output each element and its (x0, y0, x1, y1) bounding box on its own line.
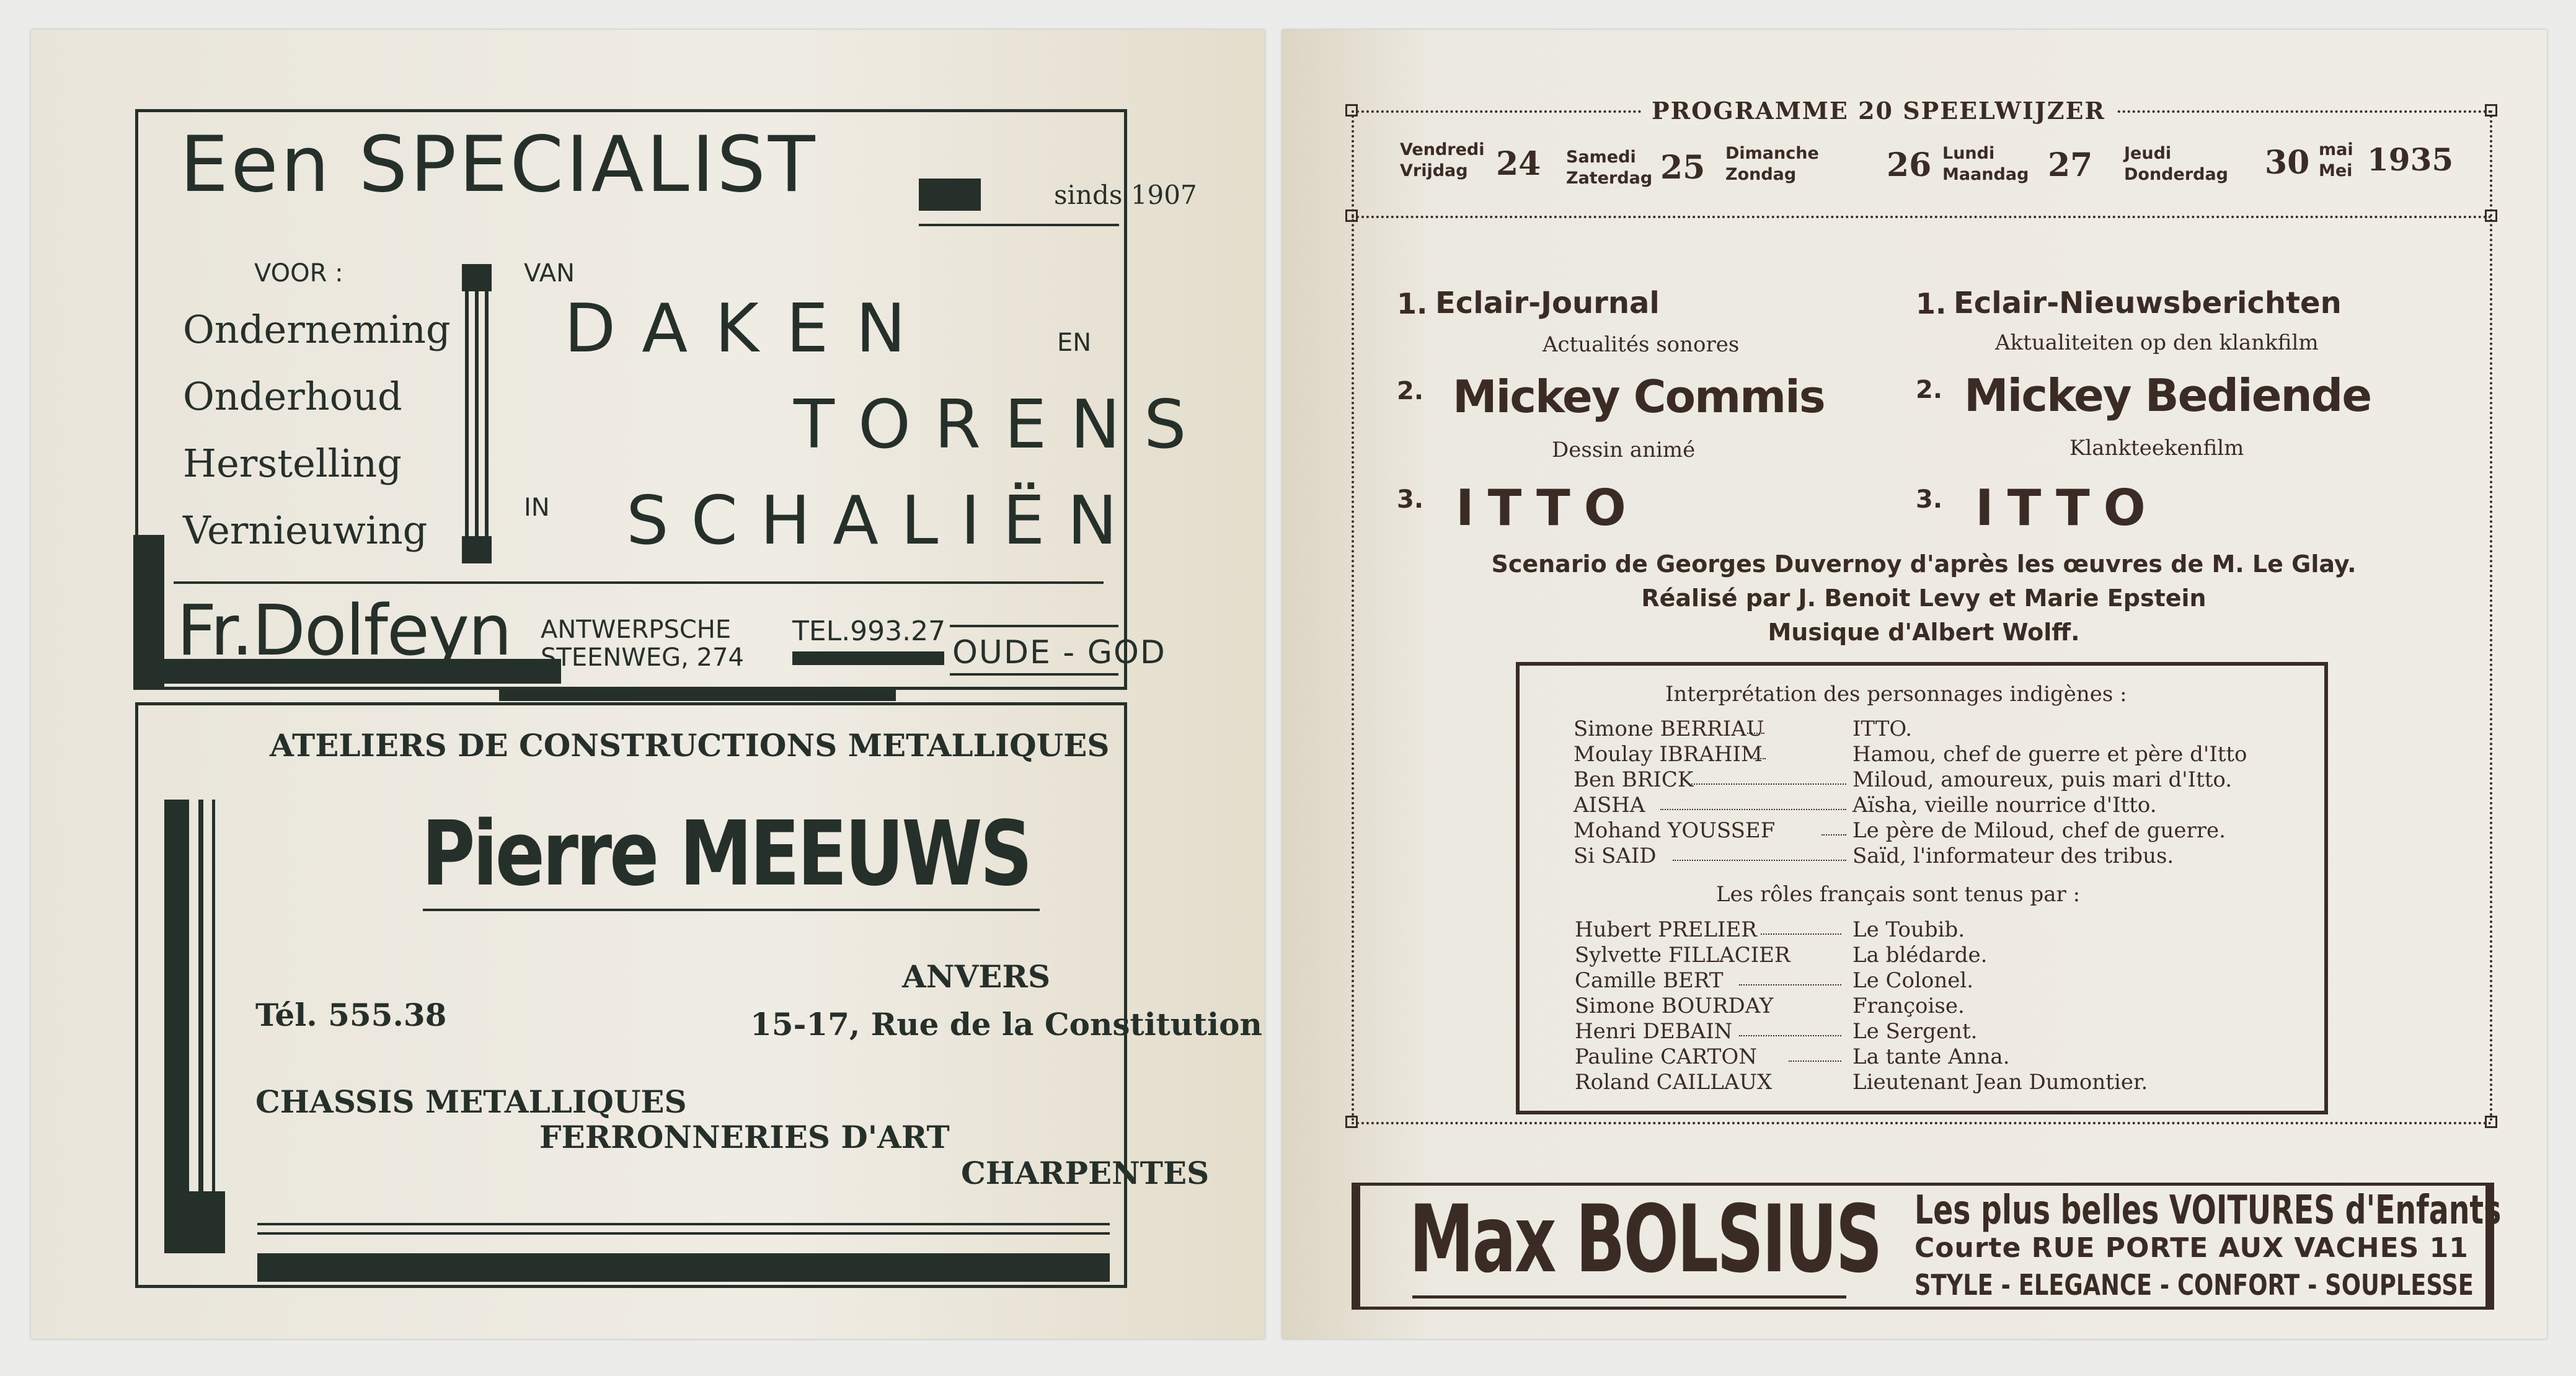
dolfeyn-van: VAN (524, 259, 575, 288)
cast-role: La tante Anna. (1852, 1044, 2010, 1069)
meeuws-bar-1 (164, 800, 189, 1210)
cast-row (1573, 742, 2324, 767)
cast-role: Le Toubib. (1852, 917, 1965, 942)
item-fr-1-no: 1. (1397, 287, 1428, 320)
cast-role: Le Colonel. (1852, 968, 1974, 993)
cast-row (1575, 1019, 2325, 1044)
cast-actor: Sylvette FILLACIER (1575, 943, 1790, 968)
cast-role: Françoise. (1852, 994, 1965, 1018)
service-item: Onderneming (183, 307, 451, 352)
cast-list-1 (1573, 717, 2324, 869)
cast-actor: Moulay IBRAHIM (1573, 742, 1763, 767)
day-nl-2: Zaterdag (1566, 169, 1653, 188)
cast-actor: Camille BERT (1575, 968, 1724, 993)
cast-role: Saïd, l'informateur des tribus. (1852, 844, 2174, 868)
bolsius-name-underline (1412, 1295, 1846, 1299)
dolfeyn-place-overline (950, 625, 1118, 627)
dolfeyn-address-2: STEENWEG, 274 (541, 643, 744, 672)
day-fr-1: Vendredi (1400, 140, 1485, 159)
credit-line: Musique d'Albert Wolff. (1768, 619, 2080, 646)
frame-left (1352, 110, 1354, 1122)
service-item: Herstelling (183, 441, 402, 486)
cast-actor: Simone BERRIAU (1573, 717, 1764, 741)
frame-date-bottom (1352, 216, 2492, 218)
meeuws-rule-2 (257, 1232, 1110, 1235)
service-item: Vernieuwing (183, 508, 428, 553)
item-fr-1-sub: Actualités sonores (1543, 332, 1740, 357)
cast-row (1575, 1044, 2325, 1070)
cast-row (1575, 917, 2325, 943)
meeuws-line3: CHARPENTES (961, 1155, 1210, 1191)
dolfeyn-title: Een SPECIALIST (180, 120, 818, 209)
item-nl-2-sub: Klankteekenfilm (2069, 436, 2244, 461)
dolfeyn-place-underline (950, 673, 1118, 676)
item-nl-1-sub: Aktualiteiten op den klankfilm (1995, 330, 2319, 355)
cast-actor: Hubert PRELIER (1575, 917, 1757, 942)
item-nl-2-title: Mickey Bediende (1964, 369, 2371, 421)
meeuws-rule-1 (257, 1223, 1110, 1225)
frame-mid-left (1345, 209, 1358, 222)
year: 1935 (2367, 141, 2454, 178)
column-cap-bottom (462, 536, 492, 563)
meeuws-ad-frame (135, 702, 1127, 1288)
day-fr-4: Lundi (1942, 144, 1995, 163)
cast-actor: Si SAID (1573, 844, 1657, 868)
dolfeyn-separator (174, 581, 1104, 584)
cast-row (1573, 767, 2324, 793)
frame-corner-tr (2485, 104, 2497, 117)
cast-row (1575, 994, 2325, 1019)
dolfeyn-torens: TORENS (794, 386, 1210, 464)
day-nl-5: Donderdag (2124, 165, 2229, 184)
frame-bottom (1352, 1122, 2492, 1124)
cast-row (1573, 793, 2324, 818)
cast-role: Aïsha, vieille nourrice d'Itto. (1852, 793, 2157, 818)
month-nl: Mei (2319, 161, 2353, 180)
meeuws-tel: Tél. 555.38 (255, 997, 447, 1033)
day-num-4: 27 (2048, 146, 2093, 184)
bolsius-line2: Courte RUE PORTE AUX VACHES 11 (1914, 1232, 2469, 1264)
column-cap-top (462, 264, 492, 291)
dolfeyn-title-underline (919, 224, 1119, 226)
day-fr-5: Jeudi (2124, 144, 2172, 163)
bolsius-line1: Les plus belles VOITURES d'Enfants (1914, 1188, 2502, 1233)
day-fr-2: Samedi (1566, 148, 1636, 167)
dolfeyn-left-bar (133, 535, 164, 690)
cast-role: Le père de Miloud, chef de guerre. (1852, 818, 2226, 843)
credits (1375, 547, 2472, 650)
dolfeyn-name: Fr.Dolfeyn (177, 591, 511, 671)
dates-row (1400, 140, 2491, 196)
bolsius-line3: STYLE - ELEGANCE - CONFORT - SOUPLESSE (1914, 1268, 2474, 1302)
cast-heading-2: Les rôles français sont tenus par : (1716, 882, 2081, 907)
cast-row (1573, 818, 2324, 844)
item-fr-2-title: Mickey Commis (1453, 371, 1825, 423)
dolfeyn-tel: TEL.993.27 (792, 615, 946, 647)
meeuws-line1: CHASSIS METALLIQUES (255, 1083, 687, 1120)
item-nl-1-title: Eclair-Nieuwsberichten (1954, 286, 2342, 320)
meeuws-bar-3 (212, 800, 215, 1210)
day-num-2: 25 (1660, 149, 1706, 187)
meeuws-bar-2 (198, 800, 203, 1210)
service-item: Onderhoud (183, 374, 402, 419)
day-num-1: 24 (1496, 145, 1541, 183)
meeuws-city: ANVERS (902, 958, 1051, 995)
frame-corner-bl (1345, 1116, 1358, 1128)
dolfeyn-voor: VOOR : (254, 259, 343, 288)
frame-corner-br (2485, 1116, 2497, 1128)
cast-role: Le Sergent. (1852, 1019, 1978, 1044)
meeuws-bottom-bar (257, 1253, 1110, 1282)
right-page (1282, 30, 2547, 1339)
cast-actor: Ben BRICK (1573, 767, 1694, 792)
item-nl-3-no: 3. (1916, 485, 1943, 514)
day-num-5: 30 (2265, 144, 2310, 182)
dolfeyn-en: EN (1057, 329, 1092, 357)
cast-actor: Henri DEBAIN (1575, 1019, 1733, 1044)
frame-mid-right (2485, 209, 2497, 222)
meeuws-line2: FERRONNERIES D'ART (539, 1119, 950, 1155)
dolfeyn-tel-bar (792, 651, 944, 665)
dolfeyn-title-block (919, 179, 981, 211)
meeuws-corner-block (164, 1191, 225, 1253)
cast-row (1575, 943, 2325, 968)
cast-actor: Simone BOURDAY (1575, 994, 1774, 1018)
dolfeyn-address-1: ANTWERPSCHE (541, 615, 732, 644)
item-fr-3-no: 3. (1397, 485, 1424, 514)
cast-role: Miloud, amoureux, puis mari d'Itto. (1852, 767, 2233, 792)
left-page (31, 30, 1265, 1339)
frame-right (2490, 110, 2492, 1122)
cast-row (1575, 1070, 2325, 1095)
item-nl-2-no: 2. (1916, 376, 1943, 404)
day-nl-4: Maandag (1942, 165, 2029, 184)
cast-row (1575, 968, 2325, 994)
meeuws-street: 15-17, Rue de la Constitution (750, 1006, 1262, 1043)
dolfeyn-services (183, 296, 451, 564)
meeuws-name: Pierre MEEUWS (422, 801, 1030, 906)
cast-role: La blédarde. (1852, 943, 1988, 968)
day-nl-3: Zondag (1725, 165, 1797, 184)
item-nl-3-title: ITTO (1975, 479, 2159, 537)
dolfeyn-daken: DAKEN (564, 290, 933, 368)
credit-line: Réalisé par J. Benoit Levy et Marie Epstein (1641, 584, 2206, 612)
day-num-3: 26 (1887, 146, 1932, 184)
item-fr-1-title: Eclair-Journal (1435, 286, 1660, 320)
cast-list-2 (1575, 917, 2325, 1095)
day-nl-1: Vrijdag (1400, 161, 1468, 180)
item-nl-1-no: 1. (1916, 287, 1947, 320)
dolfeyn-schalien: SCHALIËN (626, 482, 1140, 560)
bolsius-name: Max BOLSIUS (1409, 1186, 1881, 1294)
cast-actor: AISHA (1573, 793, 1645, 818)
cast-actor: Mohand YOUSSEF (1573, 818, 1776, 843)
item-fr-3-title: ITTO (1456, 479, 1640, 537)
cast-row (1573, 717, 2324, 742)
dolfeyn-place: OUDE - GOD (952, 634, 1166, 671)
meeuws-heading: ATELIERS DE CONSTRUCTIONS METALLIQUES (270, 727, 1110, 764)
frame-corner-tl (1345, 104, 1358, 117)
cast-actor: Roland CAILLAUX (1575, 1070, 1773, 1095)
dolfeyn-divider-mid (499, 690, 896, 701)
month-fr: mai (2319, 140, 2353, 159)
column-shaft (465, 291, 489, 536)
cast-role: Lieutenant Jean Dumontier. (1852, 1070, 2148, 1095)
cast-role: ITTO. (1852, 717, 1913, 741)
cast-row (1573, 844, 2324, 869)
dolfeyn-in: IN (524, 493, 550, 522)
dolfeyn-since: sinds 1907 (1054, 180, 1197, 210)
meeuws-name-underline (423, 909, 1040, 911)
cast-actor: Pauline CARTON (1575, 1044, 1757, 1069)
credit-line: Scenario de Georges Duvernoy d'après les œuvres de M. Le Glay. (1491, 550, 2357, 578)
cast-role: Hamou, chef de guerre et père d'Itto (1852, 742, 2247, 767)
item-fr-2-sub: Dessin animé (1552, 438, 1696, 462)
item-fr-2-no: 2. (1397, 377, 1424, 405)
day-fr-3: Dimanche (1725, 144, 1819, 163)
programme-header: PROGRAMME 20 SPEELWIJZER (1642, 97, 2115, 125)
cast-heading-1: Interprétation des personnages indigènes : (1665, 682, 2127, 707)
